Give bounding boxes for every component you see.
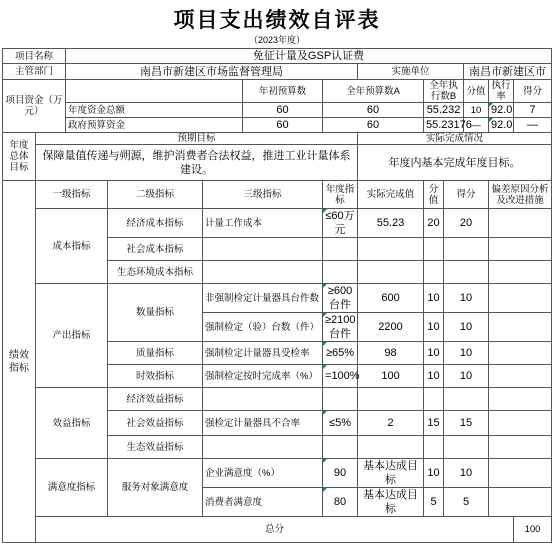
col-score: 分值 <box>464 80 489 103</box>
lvl3-cell: 计量工作成本 <box>203 209 323 238</box>
lvl3-cell: 企业满意度（%） <box>203 459 323 488</box>
actual-cell: 100 <box>358 365 424 388</box>
benefit-label: 效益指标 <box>36 388 108 459</box>
funds-cell: 55.23176 <box>424 118 464 133</box>
header-points: 得分 <box>444 181 489 209</box>
header-lvl2: 二级指标 <box>108 181 203 209</box>
lvl2-cell: 社会效益指标 <box>108 411 203 436</box>
funds-cell: 60 <box>323 103 424 118</box>
points-cell: 10 <box>444 459 489 488</box>
lvl2-cell: 时效指标 <box>108 365 203 388</box>
col-annual-exec: 全年执行数B <box>424 80 464 103</box>
actual-goal-label: 实际完成情况 <box>358 133 552 145</box>
target-cell: ≤60万元 <box>323 209 358 238</box>
actual-cell: 600 <box>358 284 424 313</box>
funds-cell: 60 <box>243 118 323 133</box>
header-lvl3: 三级指标 <box>203 181 323 209</box>
expected-goal-label: 预期目标 <box>36 133 358 145</box>
target-cell: ≥65% <box>323 342 358 365</box>
lvl2-cell: 生态效益指标 <box>108 436 203 459</box>
score-cell: 10 <box>424 313 444 342</box>
funds-cell: 55.232 <box>424 103 464 118</box>
header-score: 分值 <box>424 181 444 209</box>
expected-goal: 保障量值传递与朔源，维护消费者合法权益，推进工业计量体系建设。 <box>36 145 358 181</box>
target-cell: =100% <box>323 365 358 388</box>
col-points: 得分 <box>514 80 552 103</box>
funds-header-row <box>3 80 552 103</box>
funds-row-name: 政府预算资金 <box>66 118 243 133</box>
performance-table <box>2 48 552 543</box>
header-reason: 偏差原因分析及改进措施 <box>489 181 552 209</box>
lvl3-cell: 强制检定（验）台数（件） <box>203 313 323 342</box>
target-cell: ≤5% <box>323 411 358 436</box>
goal-header-row <box>3 133 552 145</box>
points-cell: 10 <box>444 284 489 313</box>
report-year: （2023年度） <box>248 35 306 45</box>
table-row <box>3 388 552 411</box>
unit-name: 南昌市新建区市 <box>464 64 552 80</box>
table-row <box>3 284 552 313</box>
actual-cell: 2 <box>358 411 424 436</box>
col-exec-rate: 执行率 <box>489 80 514 103</box>
output-label: 产出指标 <box>36 284 108 388</box>
lvl2-cell: 经济效益指标 <box>108 388 203 411</box>
points-cell: 5 <box>444 488 489 517</box>
project-name-label: 项目名称 <box>3 49 66 64</box>
funds-total-row <box>3 103 552 118</box>
project-name-row <box>3 49 552 64</box>
funds-cell: 10 <box>464 103 489 118</box>
qty-label: 数量指标 <box>108 284 203 342</box>
lvl3-cell: 强制检定按时完成率（%） <box>203 365 323 388</box>
actual-cell: 55.23 <box>358 209 424 238</box>
points-cell: 10 <box>444 342 489 365</box>
actual-goal: 年度内基本完成年度目标。 <box>358 145 552 181</box>
lvl3-cell: 消费者满意度 <box>203 488 323 517</box>
score-cell: 20 <box>424 209 444 238</box>
lvl3-cell: 强检定计量器具不合率 <box>203 411 323 436</box>
funds-cell: 60 <box>323 118 424 133</box>
points-cell: 20 <box>444 209 489 238</box>
actual-cell: 2200 <box>358 313 424 342</box>
actual-cell: 基本达成目标 <box>358 459 424 488</box>
goal-label: 年度总体目标 <box>3 133 36 181</box>
lvl3-cell: 强制检定计量器具受检率 <box>203 342 323 365</box>
funds-cell: — <box>514 118 552 133</box>
funds-cell: — <box>464 118 489 133</box>
goal-content-row <box>3 145 552 181</box>
target-cell: 90 <box>323 459 358 488</box>
project-name: 免征计量及GSP认证费 <box>66 49 552 64</box>
col-annual-budget: 全年预算数A <box>323 80 424 103</box>
funds-cell: 7 <box>514 103 552 118</box>
header-actual: 实际完成值 <box>358 181 424 209</box>
funds-cell: 60 <box>243 103 323 118</box>
table-row <box>3 459 552 488</box>
funds-cell: 92.0 <box>489 118 514 133</box>
funds-row-name: 年度资金总额 <box>66 103 243 118</box>
satisfaction-label: 满意度指标 <box>36 459 108 517</box>
dept-row <box>3 64 552 80</box>
funds-label: 项目资金（万元） <box>3 80 66 133</box>
total-score: 100 <box>514 517 552 543</box>
cost-label: 成本指标 <box>36 209 108 284</box>
lvl2-cell: 经济成本指标 <box>108 209 203 238</box>
score-cell: 10 <box>424 365 444 388</box>
header-lvl1: 一级指标 <box>36 181 108 209</box>
lvl3-cell: 非强制检定计量器具台件数 <box>203 284 323 313</box>
target-cell: ≥600台件 <box>323 284 358 313</box>
service-label: 服务对象满意度 <box>108 459 203 517</box>
unit-label: 实施单位 <box>358 64 464 80</box>
target-cell: 80 <box>323 488 358 517</box>
dept-label: 主管部门 <box>3 64 66 80</box>
funds-gov-row <box>3 118 552 133</box>
funds-cell: 92.0 <box>489 103 514 118</box>
header-target: 年度指标 <box>323 181 358 209</box>
total-row <box>3 517 552 543</box>
total-label: 总分 <box>36 517 514 543</box>
score-cell: 10 <box>424 284 444 313</box>
table-row <box>3 209 552 238</box>
actual-cell: 基本达成目标 <box>358 488 424 517</box>
score-cell: 10 <box>424 459 444 488</box>
target-cell: ≥2100台件 <box>323 313 358 342</box>
score-cell: 15 <box>424 411 444 436</box>
actual-cell: 98 <box>358 342 424 365</box>
lvl2-cell: 质量指标 <box>108 342 203 365</box>
score-cell: 5 <box>424 488 444 517</box>
points-cell: 15 <box>444 411 489 436</box>
col-initial-budget: 年初预算数 <box>243 80 323 103</box>
points-cell: 10 <box>444 365 489 388</box>
dept-name: 南昌市新建区市场监督管理局 <box>66 64 358 80</box>
perf-header-row <box>3 181 552 209</box>
perf-label: 绩效指标 <box>3 181 36 543</box>
page-title: 项目支出绩效自评表 <box>173 8 381 32</box>
points-cell: 10 <box>444 313 489 342</box>
score-cell: 10 <box>424 342 444 365</box>
lvl2-cell: 社会成本指标 <box>108 238 203 261</box>
lvl2-cell: 生态环境成本指标 <box>108 261 203 284</box>
